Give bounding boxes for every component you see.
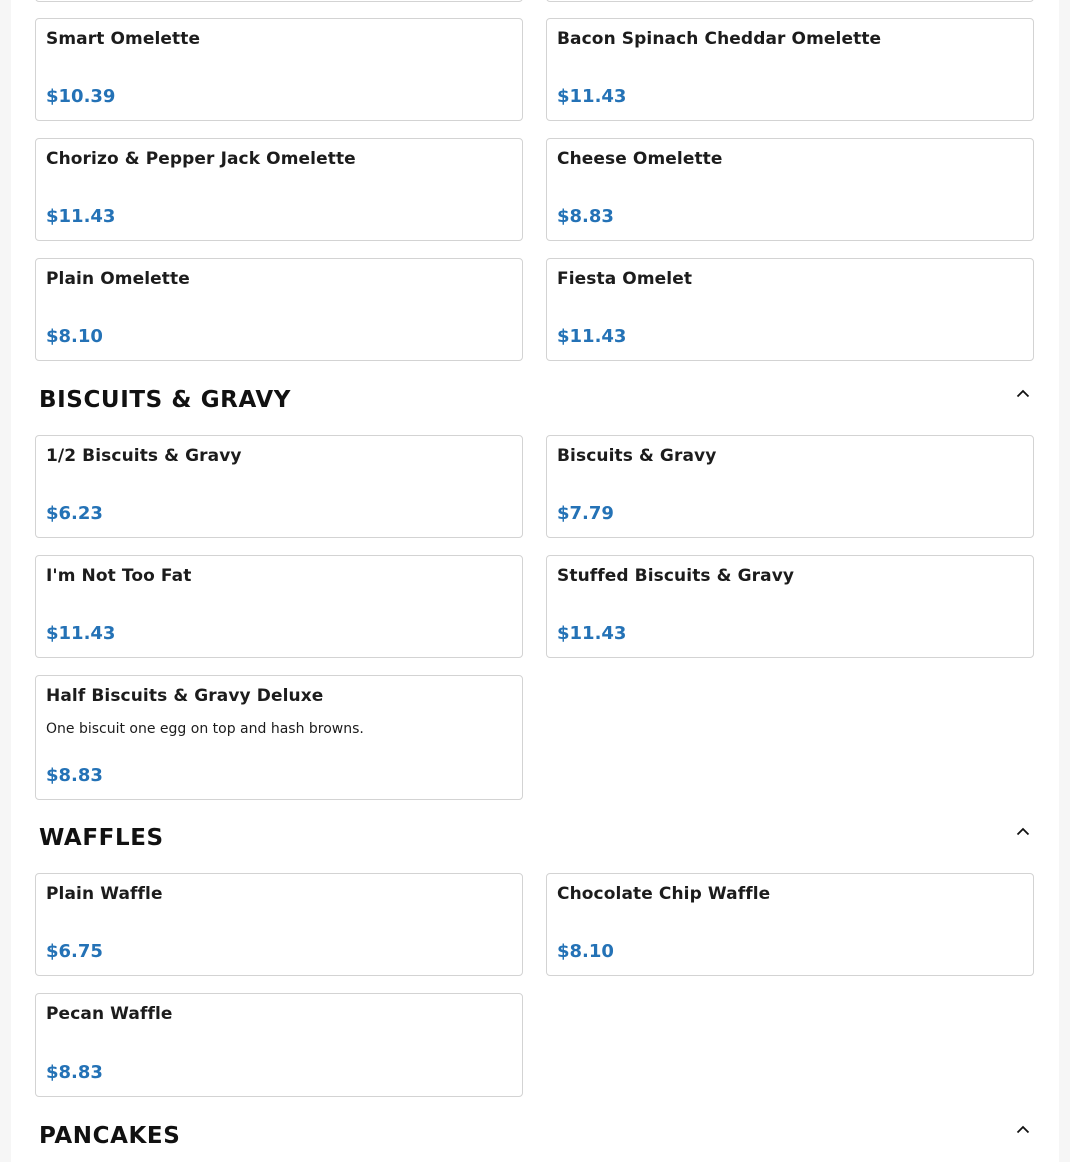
waffles-item-grid xyxy=(35,873,1034,1097)
menu-item-name: Half Biscuits & Gravy Deluxe xyxy=(46,686,324,706)
menu-item-name: I'm Not Too Fat xyxy=(46,566,192,586)
chevron-up-icon[interactable] xyxy=(1013,821,1033,841)
menu-item-price: $11.43 xyxy=(557,326,627,347)
menu-item-card[interactable] xyxy=(546,18,1034,121)
menu-item-card[interactable] xyxy=(35,873,523,976)
section-header-waffles[interactable] xyxy=(39,822,1033,854)
menu-item-name: Pecan Waffle xyxy=(46,1004,173,1024)
section-header-biscuits-gravy[interactable] xyxy=(39,384,1033,416)
menu-item-price: $6.75 xyxy=(46,941,103,962)
menu-item-card[interactable] xyxy=(35,675,523,800)
menu-item-card-partial[interactable] xyxy=(35,0,523,2)
menu-item-price: $6.23 xyxy=(46,503,103,524)
menu-item-description: One biscuit one egg on top and hash browns. xyxy=(46,721,364,737)
menu-item-name: Chocolate Chip Waffle xyxy=(557,884,771,904)
menu-item-card[interactable] xyxy=(35,993,523,1097)
menu-item-name: Smart Omelette xyxy=(46,29,201,49)
menu-item-card[interactable] xyxy=(35,138,523,241)
menu-item-card[interactable] xyxy=(546,873,1034,976)
omelettes-item-grid xyxy=(35,18,1034,361)
menu-item-card[interactable] xyxy=(35,258,523,361)
menu-item-price: $8.10 xyxy=(46,326,103,347)
menu-item-card[interactable] xyxy=(546,258,1034,361)
menu-item-name: Biscuits & Gravy xyxy=(557,446,717,466)
menu-item-price: $8.83 xyxy=(46,1062,103,1083)
menu-item-name: 1/2 Biscuits & Gravy xyxy=(46,446,242,466)
chevron-up-icon[interactable] xyxy=(1013,383,1033,403)
section-title: WAFFLES xyxy=(39,825,164,851)
menu-item-name: Cheese Omelette xyxy=(557,149,723,169)
menu-item-price: $8.83 xyxy=(557,206,614,227)
menu-item-name: Fiesta Omelet xyxy=(557,269,693,289)
menu-item-card[interactable] xyxy=(35,18,523,121)
menu-item-card[interactable] xyxy=(35,555,523,658)
menu-item-price: $11.43 xyxy=(557,86,627,107)
menu-item-name: Chorizo & Pepper Jack Omelette xyxy=(46,149,356,169)
section-title: PANCAKES xyxy=(39,1123,181,1149)
menu-item-card[interactable] xyxy=(546,435,1034,538)
menu-item-card[interactable] xyxy=(35,435,523,538)
menu-item-card[interactable] xyxy=(546,555,1034,658)
chevron-up-icon[interactable] xyxy=(1013,1119,1033,1139)
menu-item-price: $11.43 xyxy=(557,623,627,644)
section-header-pancakes[interactable] xyxy=(39,1120,1033,1152)
menu-item-price: $11.43 xyxy=(46,206,116,227)
menu-item-name: Plain Waffle xyxy=(46,884,163,904)
biscuits-gravy-item-grid xyxy=(35,435,1034,800)
menu-item-price: $11.43 xyxy=(46,623,116,644)
menu-item-price: $10.39 xyxy=(46,86,116,107)
menu-item-card-partial[interactable] xyxy=(546,0,1034,2)
menu-item-name: Plain Omelette xyxy=(46,269,190,289)
section-title: BISCUITS & GRAVY xyxy=(39,387,291,413)
menu-page xyxy=(11,0,1059,1162)
menu-item-price: $7.79 xyxy=(557,503,614,524)
menu-item-name: Bacon Spinach Cheddar Omelette xyxy=(557,29,882,49)
menu-item-name: Stuffed Biscuits & Gravy xyxy=(557,566,795,586)
menu-item-price: $8.10 xyxy=(557,941,614,962)
menu-item-price: $8.83 xyxy=(46,765,103,786)
menu-item-card[interactable] xyxy=(546,138,1034,241)
